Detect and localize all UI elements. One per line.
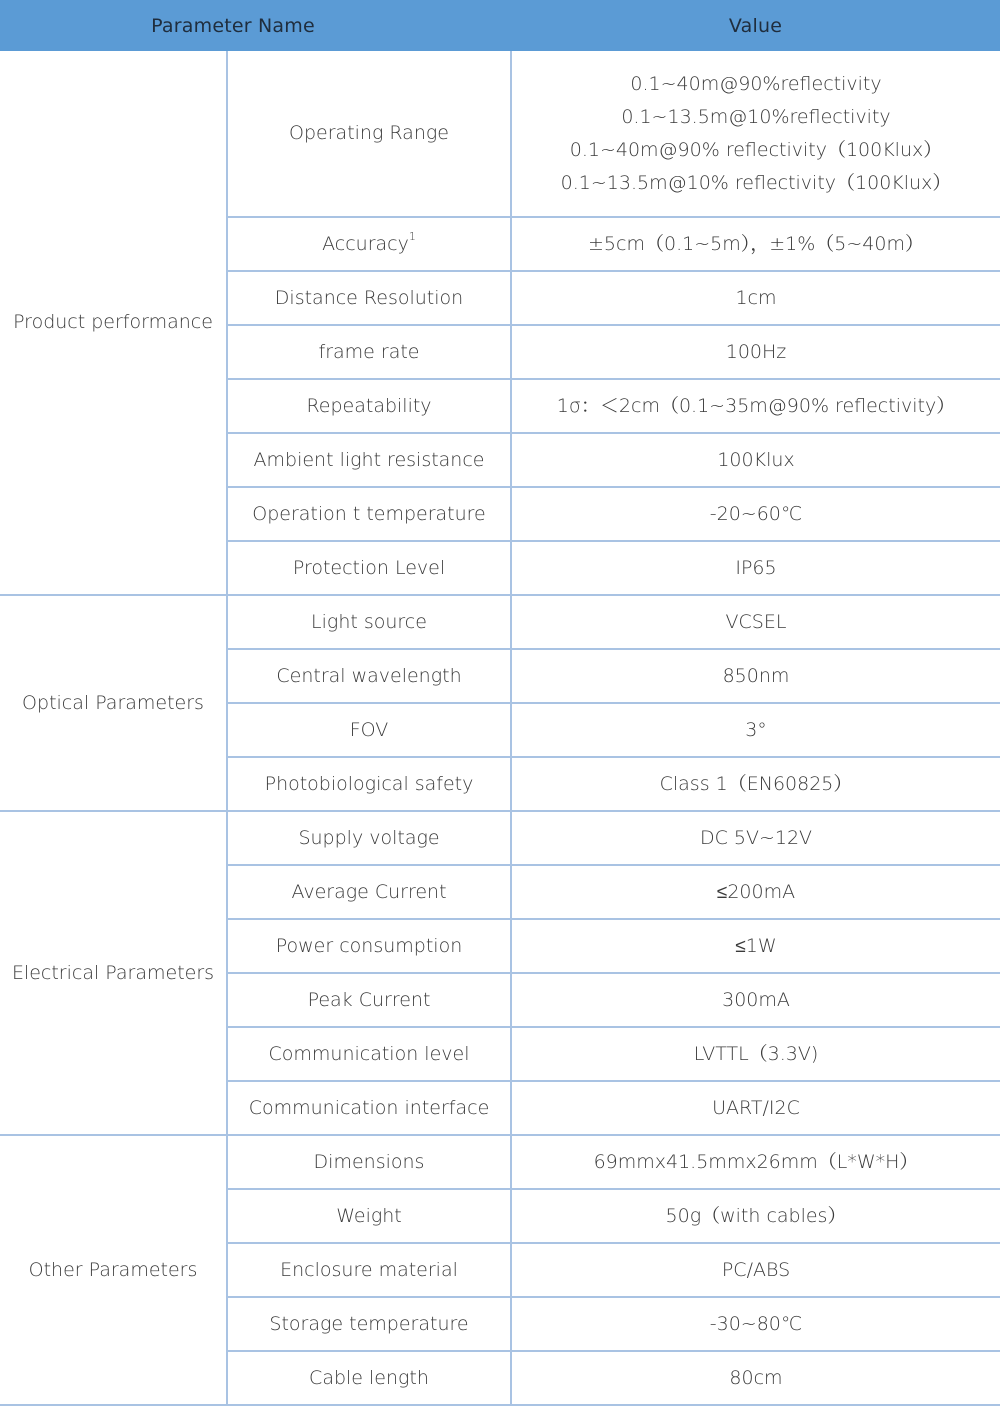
parameter-name: Photobiological safety [264, 772, 474, 795]
value-cell [511, 595, 1000, 649]
parameter-cell [227, 1081, 511, 1135]
parameter-cell [227, 1027, 511, 1081]
parameter-name: Operation t temperature [252, 502, 486, 525]
value-cell [511, 487, 1000, 541]
value-cell [511, 649, 1000, 703]
parameter-cell [227, 1243, 511, 1297]
table-row [0, 811, 1000, 865]
value-cell [511, 217, 1000, 271]
value-cell [511, 1297, 1000, 1351]
parameter-cell [227, 271, 511, 325]
value-text: 3° [745, 718, 767, 741]
value-text: DC 5V~12V [699, 826, 813, 849]
value-text: VCSEL [725, 610, 787, 633]
value-text: UART/I2C [712, 1096, 800, 1119]
value-cell [511, 1243, 1000, 1297]
value-text: ≤200mA [716, 880, 796, 903]
spec-body [0, 51, 1000, 1405]
parameter-name: Communication level [268, 1042, 470, 1065]
table-row [0, 595, 1000, 649]
value-text: Class 1（EN60825） [659, 772, 853, 795]
parameter-cell [227, 1135, 511, 1189]
parameter-cell [227, 433, 511, 487]
parameter-cell [227, 51, 511, 217]
value-text: 300mA [722, 988, 790, 1011]
parameter-name: Light source [311, 610, 427, 633]
value-text: 0.1~40m@90%reflectivity [630, 72, 882, 95]
value-text: 1σ：＜2cm（0.1~35m@90% reflectivity） [556, 394, 956, 417]
table-row [0, 1135, 1000, 1189]
value-text: LVTTL（3.3V) [693, 1042, 819, 1065]
group-label: Electrical Parameters [0, 811, 227, 1135]
parameter-cell [227, 217, 511, 271]
value-text: 100Hz [725, 340, 787, 363]
value-cell [511, 919, 1000, 973]
header-parameter-name: Parameter Name [0, 0, 511, 51]
value-text: 50g（with cables） [665, 1204, 847, 1227]
value-text: IP65 [735, 556, 777, 579]
value-text: 69mmx41.5mmx26mm（L*W*H） [593, 1150, 919, 1173]
value-cell [511, 541, 1000, 595]
footnote-marker: 1 [408, 230, 416, 244]
parameter-name: Enclosure material [280, 1258, 458, 1281]
parameter-cell [227, 1189, 511, 1243]
group-label: Product performance [0, 51, 227, 595]
parameter-name: Weight [336, 1204, 402, 1227]
parameter-name: Ambient light resistance [253, 448, 485, 471]
parameter-cell [227, 703, 511, 757]
value-text: 100Klux [717, 448, 795, 471]
value-text: 850nm [722, 664, 790, 687]
value-cell [511, 433, 1000, 487]
value-text: PC/ABS [721, 1258, 791, 1281]
parameter-name: Supply voltage [298, 826, 440, 849]
parameter-name: Peak Current [307, 988, 431, 1011]
value-cell [511, 1351, 1000, 1405]
value-text: 80cm [729, 1366, 783, 1389]
value-cell [511, 973, 1000, 1027]
value-text: 0.1~13.5m@10% reflectivity（100Klux） [560, 171, 952, 194]
value-text: -20~60℃ [709, 502, 803, 525]
parameter-name: Protection Level [292, 556, 446, 579]
table-row [0, 51, 1000, 217]
group-label: Optical Parameters [0, 595, 227, 811]
parameter-cell [227, 1351, 511, 1405]
value-cell [511, 865, 1000, 919]
parameter-cell [227, 595, 511, 649]
parameter-name: Average Current [291, 880, 447, 903]
parameter-name: Power consumption [275, 934, 463, 957]
parameter-name: frame rate [318, 340, 420, 363]
value-cell [511, 325, 1000, 379]
value-cell [511, 757, 1000, 811]
parameter-cell [227, 865, 511, 919]
parameter-name: Storage temperature [269, 1312, 469, 1335]
parameter-cell [227, 487, 511, 541]
parameter-cell [227, 649, 511, 703]
header-value: Value [511, 0, 1000, 51]
value-cell [511, 811, 1000, 865]
value-text: 1cm [735, 286, 777, 309]
parameter-name: Repeatability [306, 394, 432, 417]
parameter-cell [227, 1297, 511, 1351]
parameter-cell [227, 811, 511, 865]
value-cell [511, 1135, 1000, 1189]
parameter-cell [227, 325, 511, 379]
value-text: 0.1~40m@90% reflectivity（100Klux） [569, 138, 943, 161]
parameter-name: Accuracy [322, 232, 409, 255]
parameter-cell [227, 541, 511, 595]
value-cell [511, 1189, 1000, 1243]
value-text: ≤1W [735, 934, 777, 957]
value-cell [511, 51, 1000, 217]
value-cell [511, 1027, 1000, 1081]
parameter-cell [227, 973, 511, 1027]
parameter-name: FOV [349, 718, 389, 741]
header-row [0, 0, 1000, 51]
value-text: 0.1~13.5m@10%reflectivity [621, 105, 891, 128]
value-cell [511, 703, 1000, 757]
parameter-cell [227, 757, 511, 811]
value-cell [511, 379, 1000, 433]
parameter-name: Communication interface [248, 1096, 490, 1119]
value-cell [511, 1081, 1000, 1135]
parameter-name: Central wavelength [276, 664, 462, 687]
value-cell [511, 271, 1000, 325]
parameter-cell [227, 919, 511, 973]
value-text: ±5cm（0.1~5m），±1%（5~40m） [588, 232, 924, 255]
parameter-name: Distance Resolution [274, 286, 464, 309]
group-label: Other Parameters [0, 1135, 227, 1405]
parameter-cell [227, 379, 511, 433]
parameter-name: Cable length [309, 1366, 429, 1389]
parameter-name: Operating Range [289, 122, 449, 144]
value-text: -30~80℃ [709, 1312, 803, 1335]
parameter-name: Dimensions [313, 1150, 425, 1173]
